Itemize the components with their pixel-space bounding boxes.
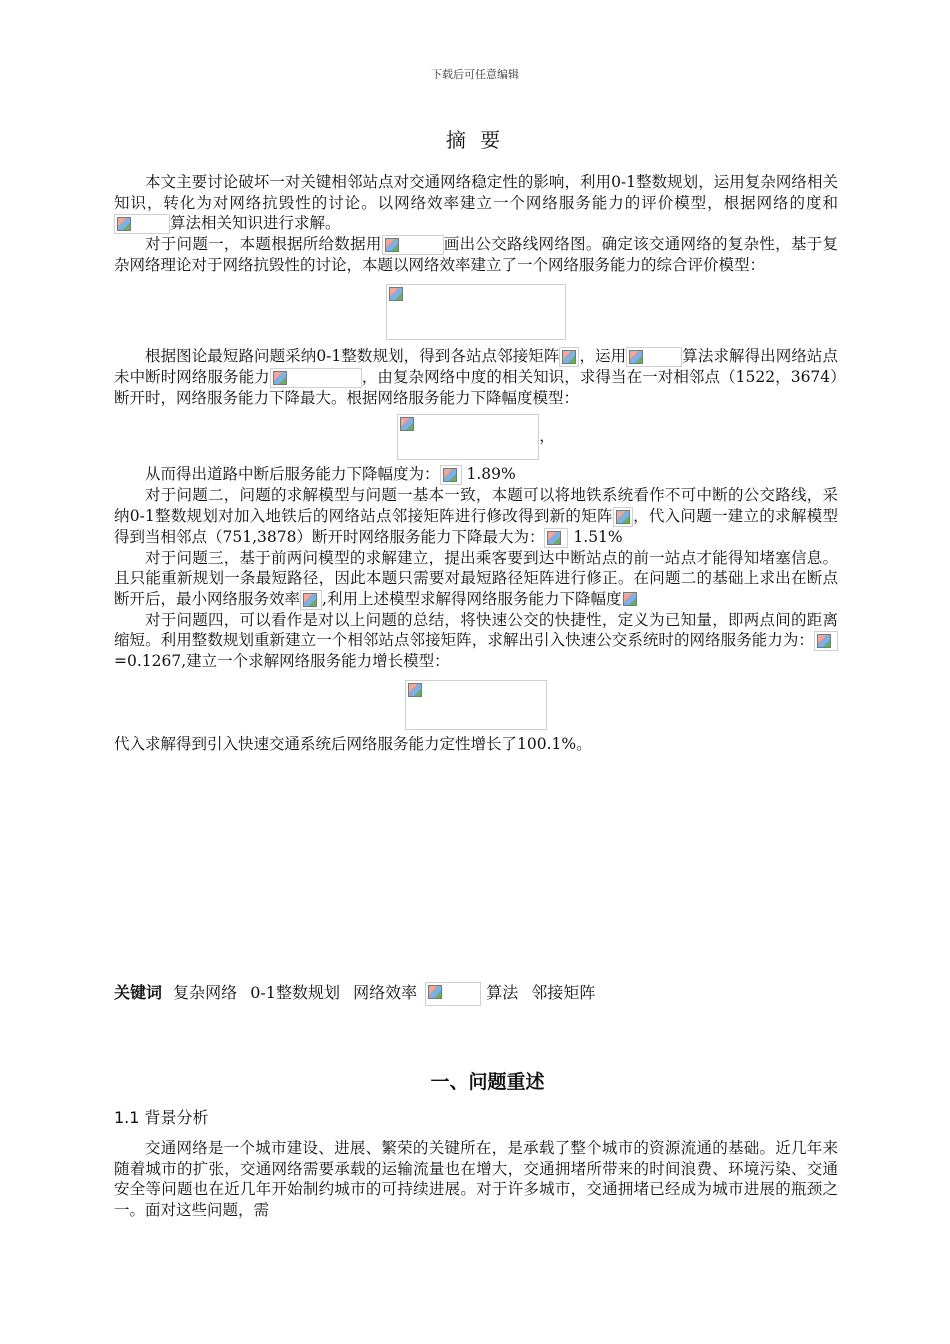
keywords-label: 关键词	[114, 983, 163, 1002]
abstract-paragraph-4: 从而得出道路中断后服务能力下降幅度为： 1.89%	[145, 465, 516, 483]
formula-image-icon	[621, 590, 637, 610]
formula-image-icon	[559, 347, 579, 367]
formula-image-icon	[440, 465, 462, 485]
abstract-paragraph-8: 代入求解得到引入快速交通系统后网络服务能力定性增长了100.1%。	[114, 734, 592, 753]
formula-image-icon	[300, 590, 322, 610]
formula-image-icon	[814, 631, 838, 651]
abstract-paragraph-2: 对于问题一，本题根据所给数据用 画出公交路线网络图。确定该交通网络的复杂性，基于复杂网络理论对于网络抗毁性的讨论，本题以网络效率建立了一个网络服务能力的综合评价模型：	[114, 235, 838, 274]
abstract-paragraph-1: 本文主要讨论破坏一对关键相邻站点对交通网络稳定性的影响，利用0-1整数规划，运用复杂网络相关知识，转化为对网络抗毁性的讨论。以网络效率建立一个网络服务能力的评价模型，根据网络的度和算法相关知识进行求解。	[114, 173, 838, 232]
keyword: 0-1整数规划	[250, 983, 340, 1002]
subsection-heading: 1.1 背景分析	[114, 1108, 209, 1127]
abstract-body	[114, 172, 838, 754]
formula-image-icon	[626, 347, 682, 367]
formula-image-icon	[382, 235, 444, 255]
abstract-title: 摘 要	[445, 128, 505, 152]
abstract-paragraph-6: 对于问题三，基于前两问模型的求解建立，提出乘客要到达中断站点的前一站点才能得知堵塞信息。且只能重新规划一条最短路径，因此本题只需要对最短路径矩阵进行修正。在问题二的基础上求出在断点断开后，最小网络服务效率 ,利用上述模型求解得网络服务能力下降幅度	[114, 548, 838, 608]
formula-image-icon	[425, 982, 481, 1006]
decline-model-formula-image	[397, 414, 539, 460]
formula-image-icon	[544, 528, 568, 548]
formula-image-icon	[270, 368, 362, 388]
background-paragraph: 交通网络是一个城市建设、进展、繁荣的关键所在，是承载了整个城市的资源流通的基础。近几年来随着城市的扩张，交通网络需要承载的运输流量也在增大，交通拥堵所带来的时间浪费、环境污染、交通安全等问题也在近几年开始制约城市的可持续进展。对于许多城市，交通拥堵已经成为城市进展的瓶颈之一。面对这些问题，需	[114, 1139, 838, 1219]
keywords-line	[114, 980, 603, 1006]
efficiency-model-formula-image	[386, 284, 566, 340]
decline-model-formula-row: ，	[114, 414, 838, 460]
page-header: 下载后可任意编辑	[431, 68, 519, 81]
abstract-paragraph-3: 根据图论最短路问题采纳0-1整数规划，得到各站点邻接矩阵 ，运用 算法求解得出网络站点未中断时网络服务能力 ，由复杂网络中度的相关知识，求得当在一对相邻点（1522，3674）断开时，网络服务能力下降最大。根据网络服务能力下降幅度模型：	[114, 346, 838, 407]
keyword: 复杂网络	[173, 983, 238, 1002]
formula-image-icon	[613, 507, 633, 527]
formula-image-icon	[114, 214, 170, 234]
abstract-paragraph-7: 对于问题四，可以看作是对以上问题的总结，将快速公交的快捷性，定义为已知量，即两点间的距离缩短。利用整数规划重新建立一个相邻站点邻接矩阵，求解出引入快速公交系统时的网络服务能力为：=0.1267,建立一个求解网络服务能力增长模型：	[114, 610, 838, 670]
keyword: 算法	[486, 983, 519, 1002]
growth-model-formula-image	[405, 680, 547, 730]
abstract-paragraph-5: 对于问题二，问题的求解模型与问题一基本一致，本题可以将地铁系统看作不可中断的公交路线，采纳0-1整数规划对加入地铁后的网络站点邻接矩阵进行修改得到新的矩阵 ，代入问题一建立的求解模型得到当相邻点（751,3878）断开时网络服务能力下降最大为： 1.51%	[114, 486, 838, 546]
section-body	[114, 1138, 838, 1220]
keyword: 网络效率	[353, 983, 418, 1002]
keyword: 邻接矩阵	[531, 983, 596, 1002]
section-heading: 一、问题重述	[430, 1071, 545, 1093]
